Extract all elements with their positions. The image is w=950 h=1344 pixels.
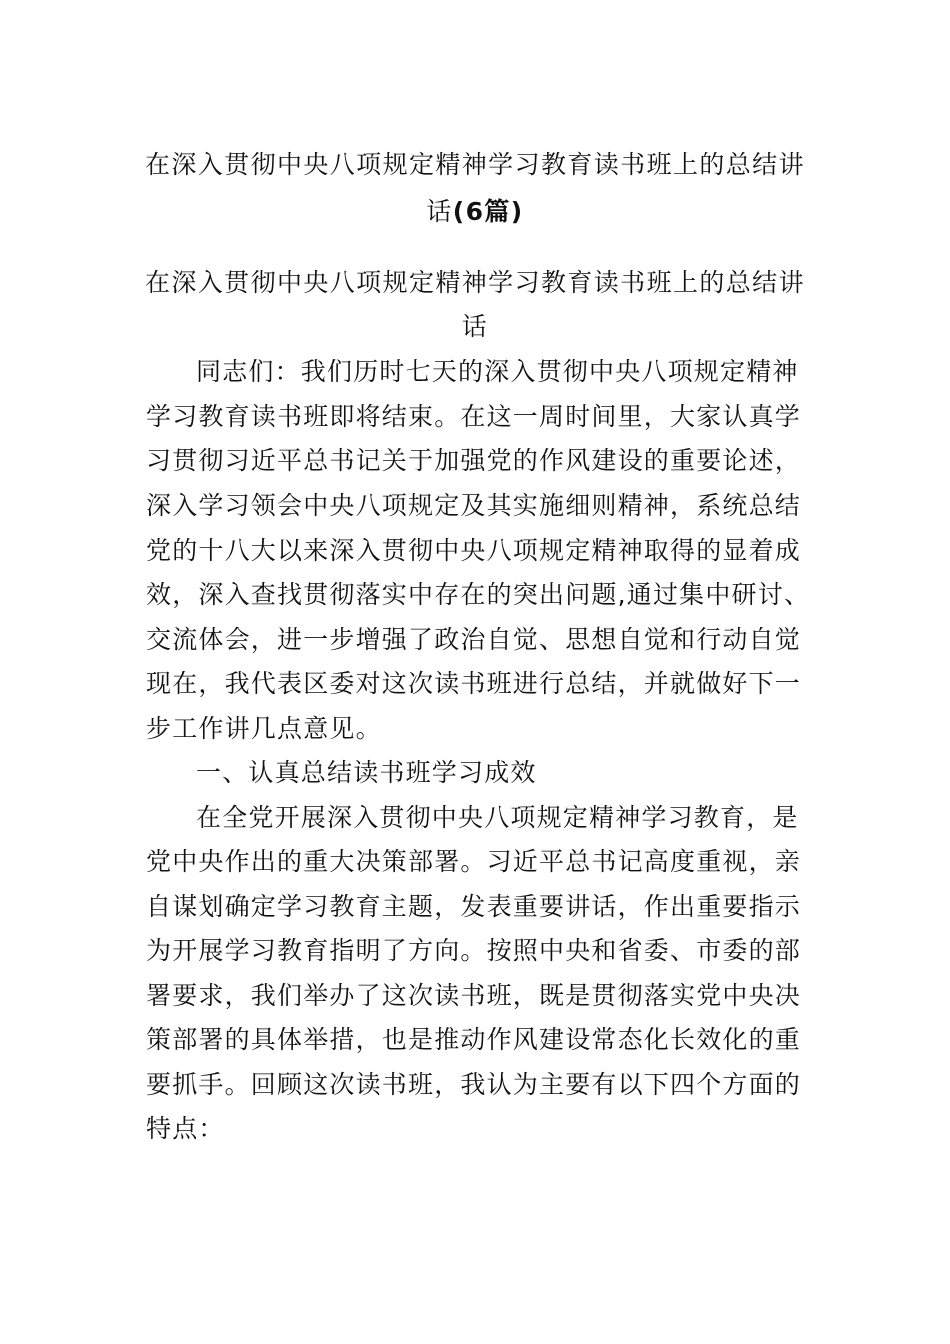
- paragraph-1-line-4: 深入学习领会中央八项规定及其实施细则精神，系统总结: [146, 491, 802, 520]
- paragraph-2-line-2: 党中央作出的重大决策部署。习近平总书记高度重视，亲: [146, 847, 802, 876]
- paragraph-2-line-4: 为开展学习教育指明了方向。按照中央和省委、市委的部: [146, 936, 802, 965]
- paragraph-1-line-8: 现在，我代表区委对这次读书班进行总结，并就做好下一: [146, 669, 802, 698]
- sub-title-line-2: 话: [461, 312, 489, 341]
- paragraph-2-line-6: 策部署的具体举措，也是推动作风建设常态化长效化的重: [146, 1025, 802, 1054]
- main-title-line-2: [0, 195, 950, 229]
- paragraph-1-line-6: 效，深入查找贯彻落实中存在的突出问题,通过集中研讨、: [146, 580, 811, 609]
- paragraph-1-line-2: 学习教育读书班即将结束。在这一周时间里，大家认真学: [146, 402, 802, 431]
- paragraph-1-line-5: 党的十八大以来深入贯彻中央八项规定精神取得的显着成: [146, 536, 802, 565]
- section-1-heading: 一、认真总结读书班学习成效: [196, 758, 537, 787]
- paragraph-2-line-8: 特点：: [146, 1114, 225, 1143]
- main-title-line-1: 在深入贯彻中央八项规定精神学习教育读书班上的总结讲: [144, 150, 805, 179]
- main-title-count: (6篇): [452, 197, 524, 226]
- paragraph-1-line-1: 同志们：我们历时七天的深入贯彻中央八项规定精神: [196, 357, 799, 386]
- paragraph-1-line-3: 习贯彻习近平总书记关于加强党的作风建设的重要论述，: [146, 446, 802, 475]
- paragraph-2-line-7: 要抓手。回顾这次读书班，我认为主要有以下四个方面的: [146, 1070, 802, 1099]
- main-title-tail: 话: [426, 197, 453, 226]
- paragraph-2-line-1: 在全党开展深入贯彻中央八项规定精神学习教育，是: [196, 803, 799, 832]
- paragraph-2-line-3: 自谋划确定学习教育主题，发表重要讲话，作出重要指示: [146, 892, 802, 921]
- paragraph-1-line-7: 交流体会，进一步增强了政治自觉、思想自觉和行动自觉: [146, 625, 802, 654]
- paragraph-2-line-5: 署要求，我们举办了这次读书班，既是贯彻落实党中央决: [146, 981, 802, 1010]
- sub-title-line-1: 在深入贯彻中央八项规定精神学习教育读书班上的总结讲: [144, 268, 805, 297]
- paragraph-1-line-9: 步工作讲几点意见。: [146, 714, 382, 743]
